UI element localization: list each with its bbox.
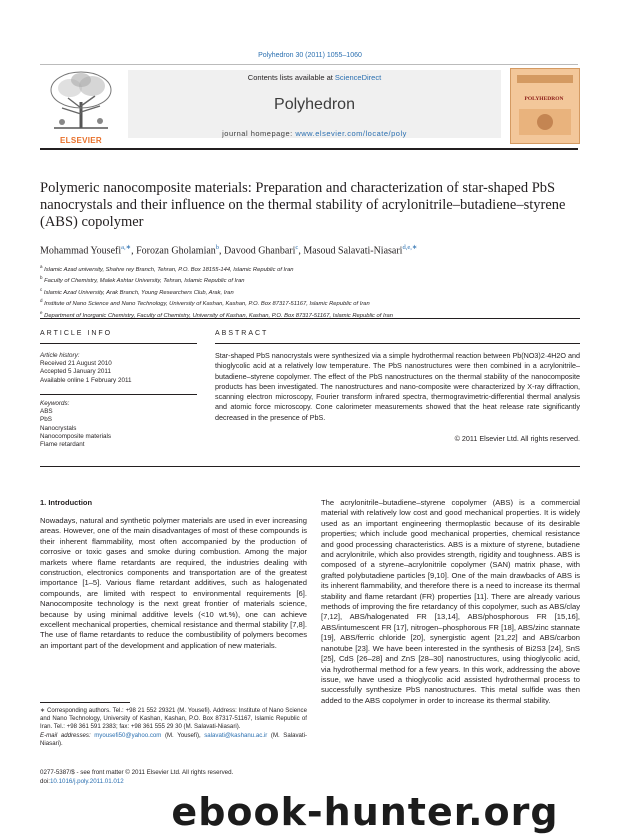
author-affil-marker: b [215,244,220,251]
author-name[interactable]: Mohammad Yousefi [40,245,122,257]
author-name[interactable]: Davood Ghanbari [224,245,296,257]
doi-link[interactable]: 10.1016/j.poly.2011.01.012 [49,777,124,785]
history-item: Available online 1 February 2011 [40,376,132,384]
sciencedirect-link[interactable]: ScienceDirect [334,73,382,82]
affil-text: Islamic Azad University, Arak Branch, Young Researchers Club, Arak, Iran [43,289,234,296]
divider [215,343,580,344]
history-item: Accepted 5 January 2011 [40,368,111,376]
divider [40,318,580,319]
keyword: Nanocomposite materials [40,432,112,440]
homepage-prefix: journal homepage: [222,129,296,138]
divider [40,343,197,344]
email-link[interactable]: salavati@kashanu.ac.ir [204,731,268,739]
author-list: Mohammad Yousefi$^{a,∗}$, Forozan Gholamian$^b$, Davood Ghanbari$^c$, Masoud Salavati-Niasari$^{d,e,∗}$ [40,244,418,257]
corresponding-footnote [40,707,307,748]
email-owner: (M. Yousefi), [161,731,205,739]
journal-cover-thumbnail [510,68,580,144]
cover-title: POLYHEDRON [524,96,564,102]
contents-availability [128,73,501,82]
contents-prefix: Contents lists available at [247,73,335,82]
author-affil-marker: c [295,244,299,251]
author-name[interactable]: Masoud Salavati-Niasari [303,245,403,257]
history-item: Received 21 August 2010 [40,360,112,368]
elsevier-wordmark: ELSEVIER [60,136,102,145]
intro-left-column: Nowadays, natural and synthetic polymer materials are used in ever increasing areas. However, one of the main disadvantages of most of these compounds is their inherent flammability, most often accompanied by the production of corrosive or toxic gases and smoke during combustion. Among the major markets where flame retardants are required, the industries dealing with construction, electronics components and transportation are of the greatest importance [1–5]. Various flame retardant additives, such as halogenated compounds, are limited with respect to environmental requirements [6]. Nanocomposite technology is the next great frontier of materials science, because by using minimal additive levels (<10 wt.%), one can achieve excellent mechanical properties, chemical resistance and thermal stability [7,8]. The use of flame retardants to reduce the combustibility of polymers becomes an important part of the development and application of new materials. [40,516,307,650]
header-bottom-rule [40,148,578,150]
affil-text: Islamic Azad university, Shahre rey Branch, Tehran, P.O. Box 18155-144, Islamic Republic of Iran [44,266,294,273]
article-info-heading: ARTICLE INFO [40,330,113,337]
affiliation-line [40,263,580,274]
journal-homepage [128,129,501,138]
email-link[interactable]: myousefi50@yahoo.com [94,731,162,739]
intro-right-column: The acrylonitrile–butadiene–styrene copolymer (ABS) is a commercial material with relatively low cost and good mechanical properties. It is widely used as an important engineering thermoplastic because of its desirable properties; which include good mechanical properties, chemical resistance and good processing characteristics. ABS is a mixture of styrene, butadiene and acrylonitrile, which also provides strength, rigidity and toughness. ABS is composed of a styrene–acrylonitrile copolymer (SAN) matrix phase, with grafted polybutadiene particles [9,10]. One of the main drawbacks of ABS is its inherent flammability, and therefore there is a need to increase its thermal stability and flame retardant (FR) properties [11]. There are already various methods of improving the fire retardancy of this copolymer, such as ABS/clay [7,12], ABS/halogenated FR [13,14], ABS/phosphorous FR [15,16], ABS/intumescent FR [17], nitrogen–phosphorous FR [18], ABS/zinc stannate [19], ABS/ferric chloride [20], synergistic agent [21,22] and ABS/carbon nanotube [23]. We have been interested in the synthesis of Bi2S3 [24], SnS [25], CdS [26–28] and ZnS [28–30] nanostructures, using thioglycolic acid, via hydrothermal method for a few years. In this work, addressing the above issue, we have used a thioglycolic acid assisted hydrothermal process to successfully synthesize PbS nanostructures. This metal sulfide was then added to the ABS copolymer in order to increase its thermal stability. [321,498,580,705]
journal-title: Polyhedron [274,96,355,113]
keyword: ABS [40,408,53,416]
affil-sup: e [40,309,43,315]
author-name[interactable]: Forozan Gholamian [136,245,216,257]
author-affil-marker: d,e,∗ [402,244,418,251]
email-owner: (M. Salavati-Niasari). [40,731,307,747]
section-heading: 1. Introduction [40,498,93,507]
abstract-copyright: © 2011 Elsevier Ltd. All rights reserved. [454,434,580,443]
keywords-label: Keywords: [40,400,70,407]
keyword: PbS [40,416,52,424]
history-label: Article history: [40,352,80,359]
footnote-rule [40,702,130,703]
affil-sup: d [40,298,43,304]
watermark: ebook-hunter.org [171,790,559,834]
affiliation-line [40,297,580,308]
header-top-rule [40,64,578,65]
abstract-text: Star-shaped PbS nanocrystals were synthesized via a simple hydrothermal reaction between Pb(NO3)2·4H2O and thioglycolic acid at a relatively low temperature. The PbS nanostructures were then combined in a acrylonitrile–butadiene–styrene copolymer. The effect of the PbS nanostructures on the thermal stability of the nanocomposite products has been investigated. The nanostructures and nano-composite were characterized by X-ray diffraction, scanning electron microscopy, Fourier transform infrared spectra, thermogravimetric-differential thermal analysis and atomic force microscopy. Cone calorimeter measurements showed that the heat release rate significantly decreased in the presence of PbS. [215,351,580,422]
keyword: Nanocrystals [40,424,77,432]
keyword: Flame retardant [40,441,85,449]
affiliations [40,263,580,320]
abstract-heading: ABSTRACT [215,330,269,337]
homepage-link[interactable]: www.elsevier.com/locate/poly [295,129,407,138]
affil-sup: a [40,264,43,269]
affil-sup: b [40,275,43,281]
article-title: Polymeric nanocomposite materials: Preparation and characterization of star-shaped PbS nanocrystals and their influence on the thermal stability of acrylonitrile–butadiene–styrene (ABS) copolymer [40,180,566,230]
affil-text: Institute of Nano Science and Nano Technology, University of Kashan, Kashan, P.O. Box 87317-51167, Islamic Republic of Iran [44,301,370,308]
divider [40,466,580,467]
article-history [40,352,200,385]
affil-sup: c [40,286,43,292]
doi-prefix: doi: [40,777,50,785]
affil-text: Department of Inorganic Chemistry, Faculty of Chemistry, University of Kashan, Kashan, P.O. Box 87317-51167, Islamic Republic of Iran [44,312,393,319]
doi-line [40,778,320,787]
email-label: E-mail addresses: [40,731,95,739]
email-line [40,732,307,748]
author-affil-marker: a,∗ [121,244,132,251]
keywords [40,400,200,449]
affil-text: Faculty of Chemistry, Malek Ashtar University, Tehran, Islamic Republic of Iran [44,278,245,285]
journal-reference[interactable]: Polyhedron 30 (2011) 1055–1060 [258,52,362,59]
elsevier-tree-logo [40,68,122,140]
affiliation-line [40,274,580,285]
divider [40,394,197,395]
issn-line: 0277-5387/$ - see front matter © 2011 Elsevier Ltd. All rights reserved. [40,769,234,776]
footnote-text: ∗ Corresponding authors. Tel.: +98 21 552 29321 (M. Yousefi). Address: Institute of Nano Science and Nano Technology, University of Kashan, Kashan, P.O. Box 87317-51167, Islamic Republic of Iran. Tel.: +98 361 591 2383; fax: +98 361 555 29 30 (M. Salavati-Niasari). [40,707,307,731]
issn-block [40,769,320,786]
affiliation-line [40,286,580,297]
